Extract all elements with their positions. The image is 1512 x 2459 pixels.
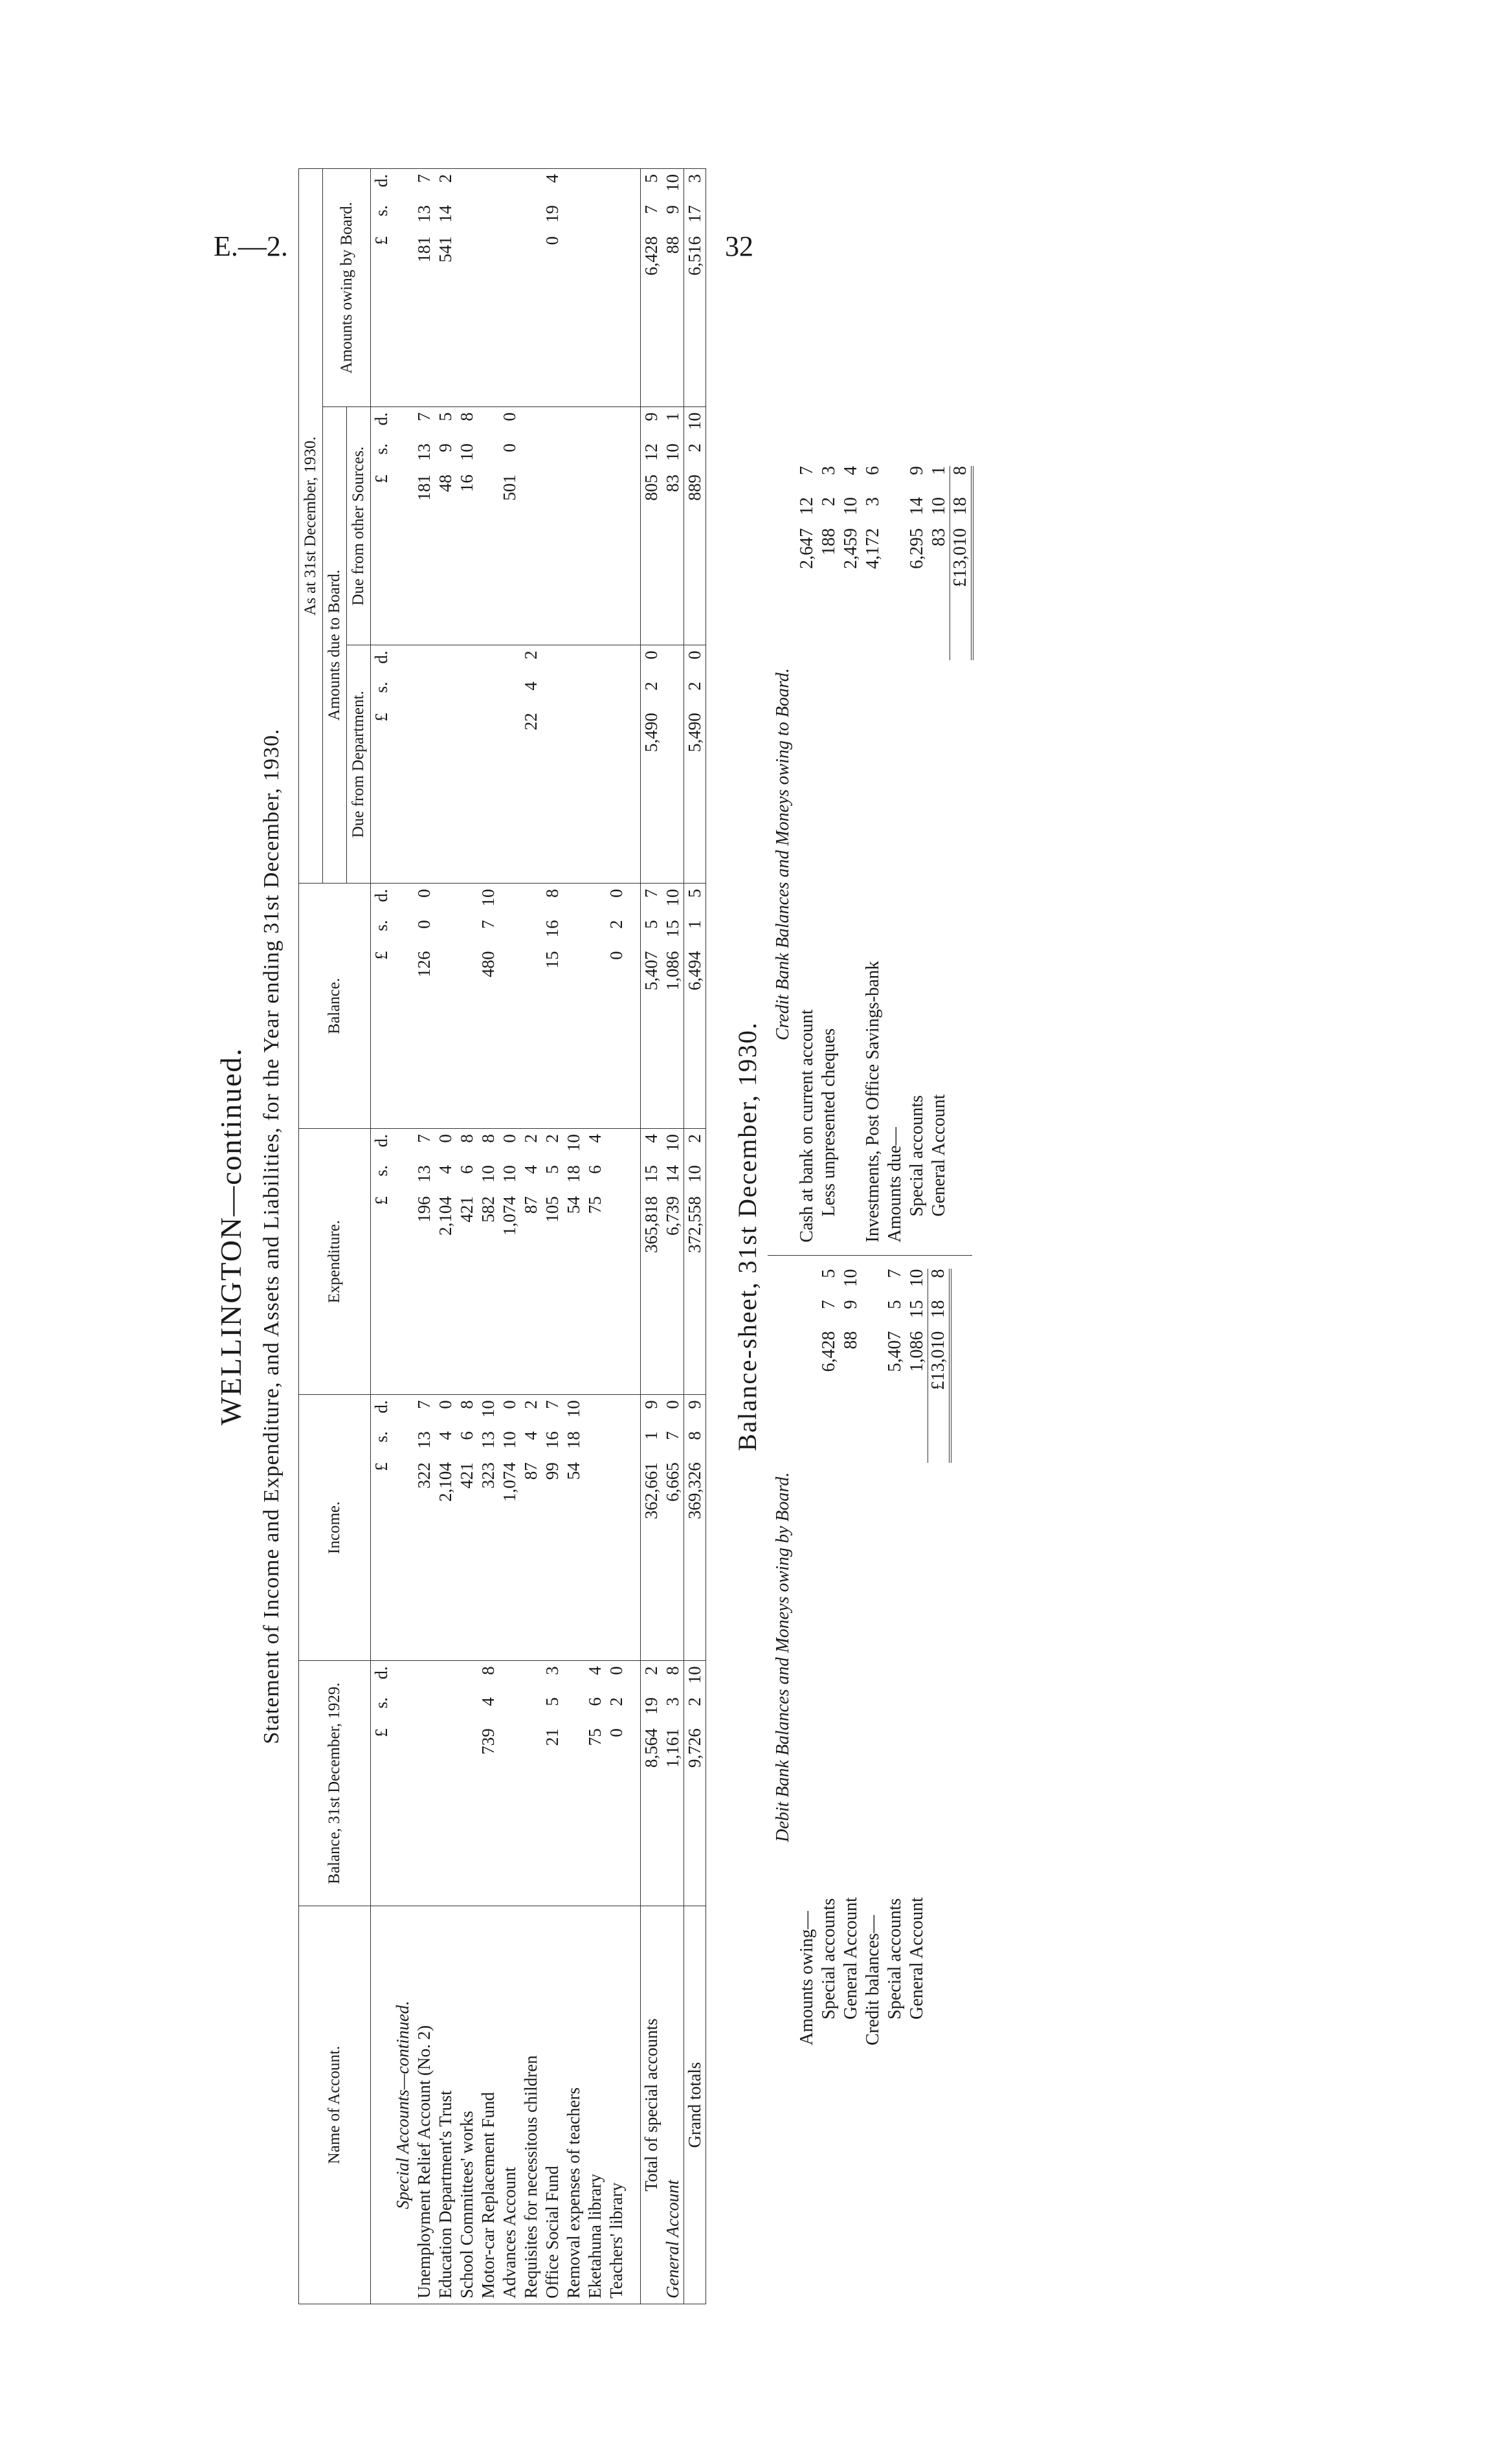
income-cell: 421 6 8 bbox=[456, 1395, 478, 1661]
balance-1929-cell: 0 2 0 bbox=[606, 1661, 627, 1906]
balance-1929-cell: 8,564 19 2 bbox=[641, 1661, 663, 1906]
income-cell: 1,074 10 0 bbox=[499, 1395, 520, 1661]
due-other-cell bbox=[520, 407, 542, 645]
balance-cell: 480 7 10 bbox=[478, 884, 499, 1129]
expenditure-cell bbox=[606, 1129, 627, 1395]
balance-line bbox=[884, 466, 906, 1243]
due-dept-cell bbox=[435, 645, 456, 884]
balance-cell: 126 0 0 bbox=[414, 884, 435, 1129]
due-other-cell bbox=[584, 407, 606, 645]
income-cell: 362,661 1 9 bbox=[641, 1395, 663, 1661]
page-heading: WELLINGTON—continued. bbox=[214, 1047, 247, 1426]
balance-amount: 83 10 1 bbox=[929, 466, 949, 546]
balance-amount: 6,428 7 5 bbox=[819, 1269, 839, 1372]
balance-line bbox=[906, 1269, 928, 2046]
balance-amount: 6,295 14 9 bbox=[907, 466, 927, 569]
col-owing: Amounts owing by Board. bbox=[323, 169, 371, 407]
balance-label: General Account bbox=[929, 1094, 949, 1217]
table-row bbox=[435, 169, 456, 2304]
expenditure-cell: 2,104 4 0 bbox=[435, 1129, 456, 1395]
balance-cell: 0 2 0 bbox=[606, 884, 627, 1129]
due-other-cell: 805 12 9 bbox=[641, 407, 663, 645]
balance-1929-cell: 75 6 4 bbox=[584, 1661, 606, 1906]
due-dept-cell bbox=[456, 645, 478, 884]
table-row bbox=[606, 169, 627, 2304]
col-expenditure: Expenditure. bbox=[299, 1129, 371, 1395]
income-cell: 87 4 2 bbox=[520, 1395, 542, 1661]
due-other-cell bbox=[606, 407, 627, 645]
due-dept-cell bbox=[584, 645, 606, 884]
due-other-cell: 83 10 1 bbox=[662, 407, 684, 645]
due-dept-cell bbox=[478, 645, 499, 884]
balance-line bbox=[862, 1269, 884, 2046]
balance-line bbox=[818, 466, 840, 1243]
balance-label: Investments, Post Office Savings-bank bbox=[863, 961, 883, 1243]
due-other-cell bbox=[542, 407, 563, 645]
page-number: 32 bbox=[725, 230, 753, 262]
col-balance: Balance. bbox=[299, 884, 371, 1129]
col-as-at: As at 31st December, 1930. bbox=[299, 169, 323, 884]
col-due-other: Due from other Sources. bbox=[347, 407, 371, 645]
balance-cell: 15 16 8 bbox=[542, 884, 563, 1129]
balance-total: £13,010 18 8 bbox=[928, 1269, 950, 2046]
table-row bbox=[478, 169, 499, 2304]
balance-line bbox=[840, 1269, 862, 2046]
table-row bbox=[662, 169, 684, 2304]
due-other-cell: 16 10 8 bbox=[456, 407, 478, 645]
expenditure-cell: 365,818 15 4 bbox=[641, 1129, 663, 1395]
owing-cell bbox=[499, 169, 520, 407]
due-other-cell: 181 13 7 bbox=[414, 407, 435, 645]
balance-line bbox=[796, 466, 818, 1243]
balance-label: General Account bbox=[907, 1897, 927, 2019]
rotated-content bbox=[214, 168, 1029, 2304]
balance-line bbox=[862, 466, 884, 1243]
account-name: Motor-car Replacement Fund bbox=[478, 1906, 499, 2304]
table-row bbox=[456, 169, 478, 2304]
table-row bbox=[563, 169, 584, 2304]
owing-cell: 88 9 10 bbox=[662, 169, 684, 407]
income-cell: 323 13 10 bbox=[478, 1395, 499, 1661]
expenditure-cell: 75 6 4 bbox=[584, 1129, 606, 1395]
units-row: £ s. d. £ s. d. £ s. d. £ s. d. £ s. d. £ s. d. £ s. d. bbox=[371, 169, 393, 2304]
owing-cell: 541 14 2 bbox=[435, 169, 456, 407]
income-cell: 99 16 7 bbox=[542, 1395, 563, 1661]
due-dept-cell: 22 4 2 bbox=[520, 645, 542, 884]
balance-label: Special accounts bbox=[907, 1095, 927, 1217]
balance-cell bbox=[563, 884, 584, 1129]
due-dept-cell bbox=[414, 645, 435, 884]
section-label: Special Accounts—continued. bbox=[392, 1906, 414, 2304]
col-due-dept: Due from Department. bbox=[347, 645, 371, 884]
table-row bbox=[584, 169, 606, 2304]
due-dept-cell: 5,490 2 0 bbox=[641, 645, 663, 884]
statement-title: Statement of Income and Expenditure, and Assets and Liabilities, for the Year ending 31st December, 1930. bbox=[260, 728, 284, 1744]
balance-sheet-credit bbox=[768, 453, 972, 1256]
balance-line bbox=[818, 1269, 840, 2046]
account-name: School Committees' works bbox=[456, 1906, 478, 2304]
owing-cell bbox=[456, 169, 478, 407]
balance-cell bbox=[456, 884, 478, 1129]
table-row bbox=[542, 169, 563, 2304]
balance-sheet-title: Balance-sheet, 31st December, 1930. bbox=[733, 1021, 762, 1451]
balance-1929-cell: 21 5 3 bbox=[542, 1661, 563, 1906]
due-dept-cell bbox=[499, 645, 520, 884]
due-other-cell: 501 0 0 bbox=[499, 407, 520, 645]
due-dept-cell bbox=[542, 645, 563, 884]
account-name: Grand totals bbox=[684, 1906, 706, 2304]
credit-heading: Credit Bank Balances and Moneys owing to Board. bbox=[773, 668, 793, 1041]
balance-total: £13,010 18 8 bbox=[950, 466, 972, 1243]
balance-amount: 2,647 12 7 bbox=[797, 466, 817, 569]
balance-1929-cell: 739 4 8 bbox=[478, 1661, 499, 1906]
expenditure-cell: 1,074 10 0 bbox=[499, 1129, 520, 1395]
owing-cell: 6,428 7 5 bbox=[641, 169, 663, 407]
balance-sheet bbox=[768, 453, 972, 2058]
expenditure-cell: 87 4 2 bbox=[520, 1129, 542, 1395]
balance-cell: 5,407 5 7 bbox=[641, 884, 663, 1129]
account-name: Education Department's Trust bbox=[435, 1906, 456, 2304]
due-other-cell: 889 2 10 bbox=[684, 407, 706, 645]
expenditure-cell: 54 18 10 bbox=[563, 1129, 584, 1395]
balance-cell: 1,086 15 10 bbox=[662, 884, 684, 1129]
balance-cell bbox=[499, 884, 520, 1129]
balance-amount: 1,086 15 10 bbox=[907, 1269, 927, 1372]
balance-amount: 188 2 3 bbox=[819, 466, 839, 555]
owing-cell: 0 19 4 bbox=[542, 169, 563, 407]
balance-label: Special accounts bbox=[885, 1898, 905, 2019]
due-dept-cell: 5,490 2 0 bbox=[684, 645, 706, 884]
owing-cell: 6,516 17 3 bbox=[684, 169, 706, 407]
balance-line bbox=[928, 466, 950, 1243]
balance-line bbox=[906, 466, 928, 1243]
expenditure-cell: 196 13 7 bbox=[414, 1129, 435, 1395]
table-row bbox=[641, 169, 663, 2304]
expenditure-cell: 582 10 8 bbox=[478, 1129, 499, 1395]
balance-cell bbox=[435, 884, 456, 1129]
balance-label: Cash at bank on current account bbox=[797, 1009, 817, 1243]
balance-label: Less unpresented cheques bbox=[819, 1028, 839, 1217]
income-cell bbox=[606, 1395, 627, 1661]
balance-amount: 2,459 10 4 bbox=[841, 466, 861, 569]
balance-1929-cell bbox=[435, 1661, 456, 1906]
balance-label: Amounts due— bbox=[885, 1127, 905, 1243]
expenditure-cell: 105 5 2 bbox=[542, 1129, 563, 1395]
account-name: Unemployment Relief Account (No. 2) bbox=[414, 1906, 435, 2304]
due-dept-cell bbox=[563, 645, 584, 884]
income-cell: 322 13 7 bbox=[414, 1395, 435, 1661]
due-dept-cell bbox=[606, 645, 627, 884]
balance-line bbox=[884, 1269, 906, 2046]
balance-amount: 88 9 10 bbox=[841, 1269, 861, 1350]
account-name: Removal expenses of teachers bbox=[563, 1906, 584, 2304]
balance-line bbox=[796, 1269, 818, 2046]
statement-table bbox=[298, 168, 706, 2304]
col-balance-1929: Balance, 31st December, 1929. bbox=[299, 1661, 371, 1906]
account-name: Teachers' library bbox=[606, 1906, 627, 2304]
income-cell: 54 18 10 bbox=[563, 1395, 584, 1661]
balance-label: Special accounts bbox=[819, 1898, 839, 2019]
due-other-cell bbox=[563, 407, 584, 645]
income-cell: 369,326 8 9 bbox=[684, 1395, 706, 1661]
due-other-cell: 48 9 5 bbox=[435, 407, 456, 645]
account-name: Office Social Fund bbox=[542, 1906, 563, 2304]
owing-cell: 181 13 7 bbox=[414, 169, 435, 407]
balance-label: General Account bbox=[841, 1897, 861, 2019]
balance-1929-cell bbox=[499, 1661, 520, 1906]
balance-1929-cell: 9,726 2 10 bbox=[684, 1661, 706, 1906]
expenditure-cell: 421 6 8 bbox=[456, 1129, 478, 1395]
account-name: Advances Account bbox=[499, 1906, 520, 2304]
owing-cell bbox=[520, 169, 542, 407]
balance-amount: 5,407 5 7 bbox=[885, 1269, 905, 1372]
debit-heading: Debit Bank Balances and Moneys owing by Board. bbox=[773, 1472, 793, 1842]
col-amounts-due: Amounts due to Board. bbox=[323, 407, 347, 884]
balance-line bbox=[840, 466, 862, 1243]
account-name: Eketahuna library bbox=[584, 1906, 606, 2304]
table-row bbox=[684, 169, 706, 2304]
account-name: Requisites for necessitous children bbox=[520, 1906, 542, 2304]
owing-cell bbox=[478, 169, 499, 407]
statement-body bbox=[371, 169, 706, 2304]
due-other-cell bbox=[478, 407, 499, 645]
balance-1929-cell bbox=[414, 1661, 435, 1906]
balance-1929-cell: 1,161 3 8 bbox=[662, 1661, 684, 1906]
account-name: Total of special accounts bbox=[641, 1906, 663, 2304]
col-name: Name of Account. bbox=[299, 1906, 371, 2304]
balance-1929-cell bbox=[520, 1661, 542, 1906]
table-row bbox=[414, 169, 435, 2304]
income-cell bbox=[584, 1395, 606, 1661]
balance-cell bbox=[584, 884, 606, 1129]
expenditure-cell: 6,739 14 10 bbox=[662, 1129, 684, 1395]
income-cell: 2,104 4 0 bbox=[435, 1395, 456, 1661]
balance-cell: 6,494 1 5 bbox=[684, 884, 706, 1129]
table-row bbox=[520, 169, 542, 2304]
owing-cell bbox=[606, 169, 627, 407]
owing-cell bbox=[584, 169, 606, 407]
balance-label: Amounts owing— bbox=[797, 1911, 817, 2045]
account-name: General Account bbox=[662, 1906, 684, 2304]
balance-cell bbox=[520, 884, 542, 1129]
section-row bbox=[392, 169, 414, 2304]
balance-amount: 4,172 3 6 bbox=[863, 466, 883, 569]
balance-label: Credit balances— bbox=[863, 1915, 883, 2045]
income-cell: 6,665 7 0 bbox=[662, 1395, 684, 1661]
balance-1929-cell bbox=[456, 1661, 478, 1906]
balance-1929-cell bbox=[563, 1661, 584, 1906]
expenditure-cell: 372,558 10 2 bbox=[684, 1129, 706, 1395]
owing-cell bbox=[563, 169, 584, 407]
page-ref: E.—2. bbox=[214, 230, 288, 262]
due-dept-cell bbox=[662, 645, 684, 884]
balance-sheet-debit bbox=[768, 1256, 972, 2059]
table-row bbox=[499, 169, 520, 2304]
col-income: Income. bbox=[299, 1395, 371, 1661]
